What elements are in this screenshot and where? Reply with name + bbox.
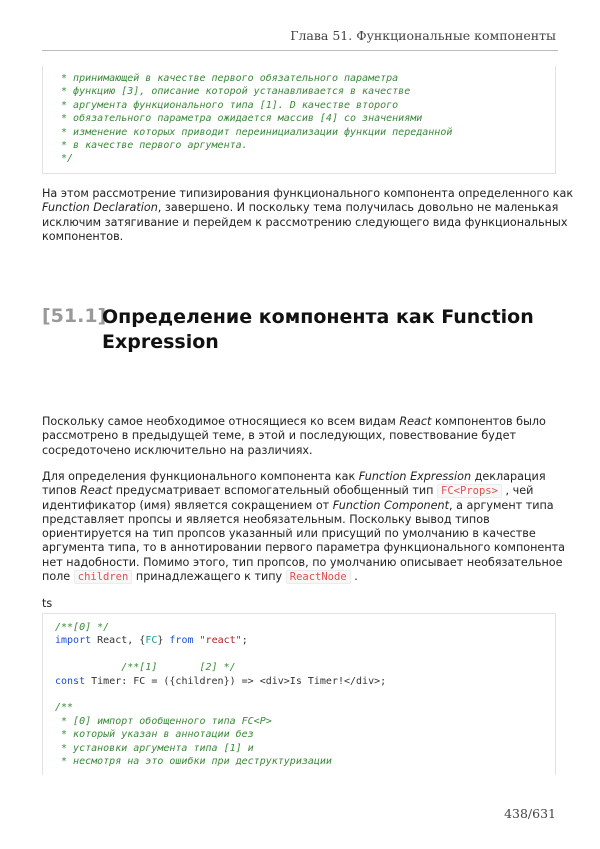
text-line: исключим затягивание и перейдем к рассмотрению следующего вида функциональных [42,215,568,229]
inline-code-children: children [74,570,133,584]
code-text: Timer: FC = ({children}) => <div>Is Timer!</div>; [85,675,387,687]
text-span: . [350,570,358,584]
code-line: * [0] импорт обобщенного типа FC<P> [55,715,272,727]
text-span: поле [42,570,74,584]
paragraph-2 [42,415,558,458]
code-line: /**[1] [2] */ [55,662,236,674]
text-span: предусматривает вспомогательный обобщенный тип [112,484,438,498]
code-line: * несмотря на это ошибки при деструктуризации [55,755,332,767]
code-text: } [157,635,170,647]
code-block-top [42,66,556,174]
text-line: сосредоточено исключительно на различиях. [42,443,313,457]
section-title-line: Expression [102,331,219,353]
code-line: * принимающей в качестве первого обязательного параметра [55,73,399,84]
code-line [55,634,555,647]
chapter-header: Глава 51. Функциональные компоненты [290,28,556,43]
code-keyword: const [55,675,86,687]
text-span: , чей [501,484,534,498]
text-line [42,499,558,513]
code-text: ; [241,635,248,647]
text-line: рассмотрено в предыдущей теме, в этой и последующих, повествование будет [42,429,517,443]
code-line: * установки аргумента типа [1] и [55,742,254,754]
text-line [42,201,558,215]
code-line: /**[0] */ [55,622,110,633]
emphasis: Function Expression [358,470,472,483]
code-keyword: import [55,635,92,647]
text-span: Поскольку самое необходимое относящиеся ко всем видам [42,415,400,428]
code-line: * обязательного параметра ожидается массив [4] со значениями [55,113,423,125]
paragraph-1 [42,187,574,244]
text-span: типов [42,484,81,498]
text-line: На этом рассмотрение типизирования функционального компонента определенного как [42,187,574,200]
code-line: /** [55,702,74,714]
inline-code-react-node: ReactNode [286,570,351,584]
text-line: ориентируется на тип пропсов указанный или присущий по умолчанию в качестве [42,527,536,541]
emphasis: React [399,415,432,428]
code-line-blank [55,648,555,661]
page-number: 438/631 [504,806,556,821]
header-rule [42,50,558,51]
text-span: , завершено. И поскольку тема получилась довольно не маленькая [157,201,559,215]
code-block-bottom [42,613,556,775]
code-line [55,675,555,688]
text-line [42,484,558,498]
emphasis: Function Component [332,498,450,512]
section-title [102,305,534,355]
code-text: React, { [91,635,146,647]
section-number: [51.1] [42,305,107,327]
inline-code-fc-props: FC<Props> [437,484,502,498]
emphasis: React [80,484,113,498]
text-span: принадлежащего к типу [132,570,286,584]
code-line-blank [55,688,555,701]
text-span: декларация [471,470,546,483]
code-language-label: ts [42,597,53,610]
code-keyword: from [169,635,194,647]
text-span: , а аргумент типа [449,498,554,512]
text-span: компонентов было [431,415,546,428]
code-identifier: FC [145,635,158,647]
paragraph-3 [42,470,566,584]
text-line [42,415,558,429]
code-line: * функцию [3], описание которой устанавливается в качестве [55,86,411,98]
text-span: Для определения функционального компонента как [42,470,359,483]
text-line: компонентов. [42,229,124,243]
code-string: "react" [199,635,242,647]
section-title-line: Определение компонента как Function [102,306,534,328]
code-line: * изменение которых приводит переинициализации функции переданной [55,126,453,138]
code-line: */ [55,153,74,165]
text-line: представляет пропсы и является необязательным. Поскольку вывод типов [42,512,490,526]
text-line [42,570,558,584]
code-line: * аргумента функционального типа [1]. D качестве второго [55,99,399,111]
text-span: идентификатор (имя) является сокращением от [42,498,333,512]
code-line: * в качестве первого аргумента. [55,139,248,151]
code-line: * который указан в аннотации без [55,729,254,741]
text-line [42,470,558,484]
text-line: нет надобности. Помимо этого, тип пропсов, по умолчанию описывает необязательное [42,555,563,569]
text-line: аргумента типа, то в аннотировании первого параметра функционального компонента [42,541,566,555]
emphasis: Function Declaration [42,201,158,215]
